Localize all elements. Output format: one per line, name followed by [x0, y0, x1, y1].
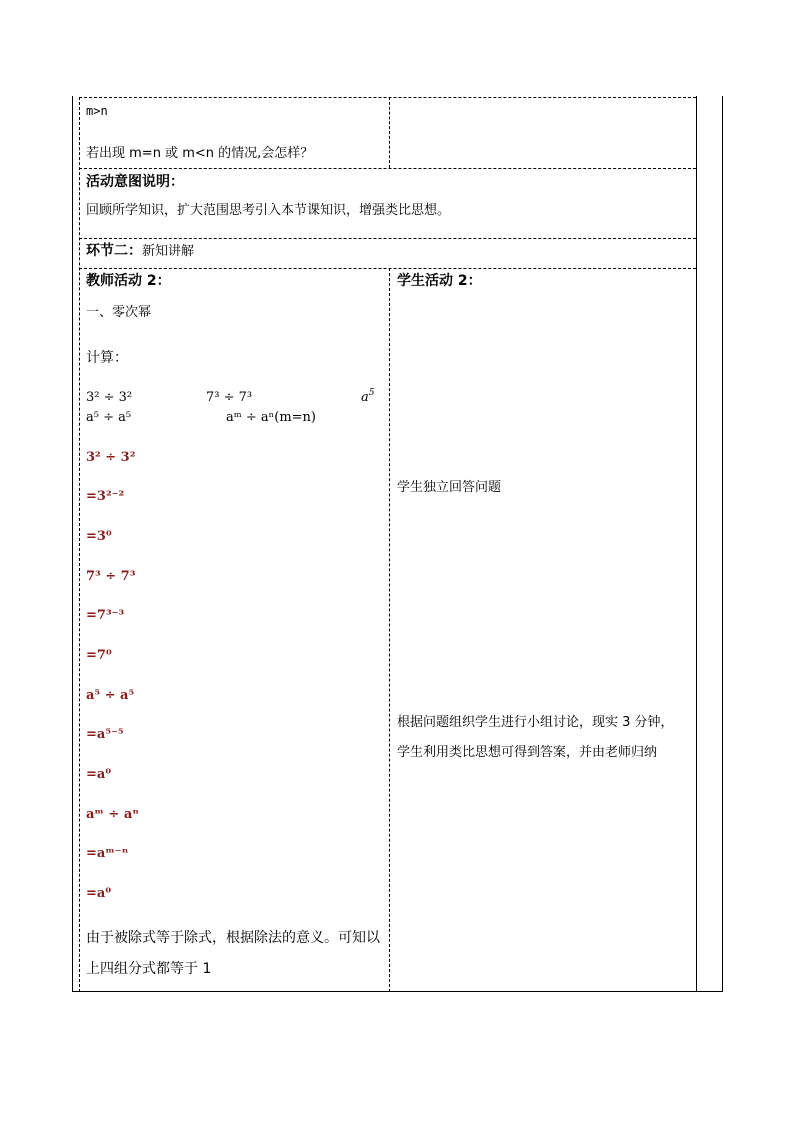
problem-3: a⁵ ÷ a⁵: [86, 410, 132, 425]
question-text: 若出现 m=n 或 m<n 的情况,会怎样？: [86, 146, 314, 161]
discussion-line-1: 根据问题组织学生进行小组讨论，现实 3 分钟，: [397, 715, 674, 730]
column-divider-left: [79, 97, 80, 992]
discussion-line-2: 学生利用类比思想可得到答案，并由老师归纳: [397, 745, 658, 760]
section-title: 环节二：: [86, 243, 142, 259]
work-step-5: =7³⁻³: [86, 608, 125, 623]
lesson-table: [72, 96, 723, 992]
problem-2: 7³ ÷ 7³: [206, 390, 253, 405]
teacher-activity-title: 教师活动 2：: [86, 273, 171, 289]
row-divider-activities: [79, 268, 696, 269]
work-step-7: a⁵ ÷ a⁵: [86, 688, 135, 703]
column-divider-middle: [389, 268, 390, 992]
conclusion-line-2: 上四组分式都等于 1: [86, 961, 212, 977]
student-activity-title: 学生活动 2：: [397, 273, 482, 289]
calc-label: 计算：: [86, 350, 128, 366]
work-step-4: 7³ ÷ 7³: [86, 569, 136, 584]
work-step-3: =3⁰: [86, 529, 112, 544]
work-step-8: =a⁵⁻⁵: [86, 727, 124, 742]
column-divider-top-middle: [389, 97, 390, 168]
zero-power-heading: 一、零次幂: [86, 305, 152, 320]
work-step-2: =3²⁻²: [86, 489, 125, 504]
condition-text: m>n: [86, 104, 108, 118]
section-subtitle: 新知讲解: [142, 244, 195, 259]
table-outer-right-border: [696, 96, 697, 992]
work-step-11: =aᵐ⁻ⁿ: [86, 846, 129, 861]
row-divider-section: [79, 238, 696, 239]
work-step-9: =a⁰: [86, 767, 112, 782]
problem-3-first: $a^5$: [361, 388, 375, 405]
conclusion-line-1: 由于被除式等于除式，根据除法的意义。可知以: [86, 930, 380, 946]
work-step-12: =a⁰: [86, 886, 112, 901]
row-divider-top: [79, 97, 696, 98]
work-step-10: aᵐ ÷ aⁿ: [86, 807, 140, 822]
problem-4: aᵐ ÷ aⁿ(m=n): [226, 410, 316, 425]
intent-body: 回顾所学知识，扩大范围思考引入本节课知识，增强类比思想。: [86, 203, 451, 218]
intent-title: 活动意图说明：: [86, 174, 184, 190]
work-step-6: =7⁰: [86, 648, 112, 663]
problem-1: 3² ÷ 3²: [86, 390, 133, 405]
section-heading: [86, 243, 194, 260]
work-step-1: 3² ÷ 3²: [86, 450, 136, 465]
student-answer-text: 学生独立回答问题: [397, 480, 502, 495]
row-divider-intent: [79, 168, 696, 169]
